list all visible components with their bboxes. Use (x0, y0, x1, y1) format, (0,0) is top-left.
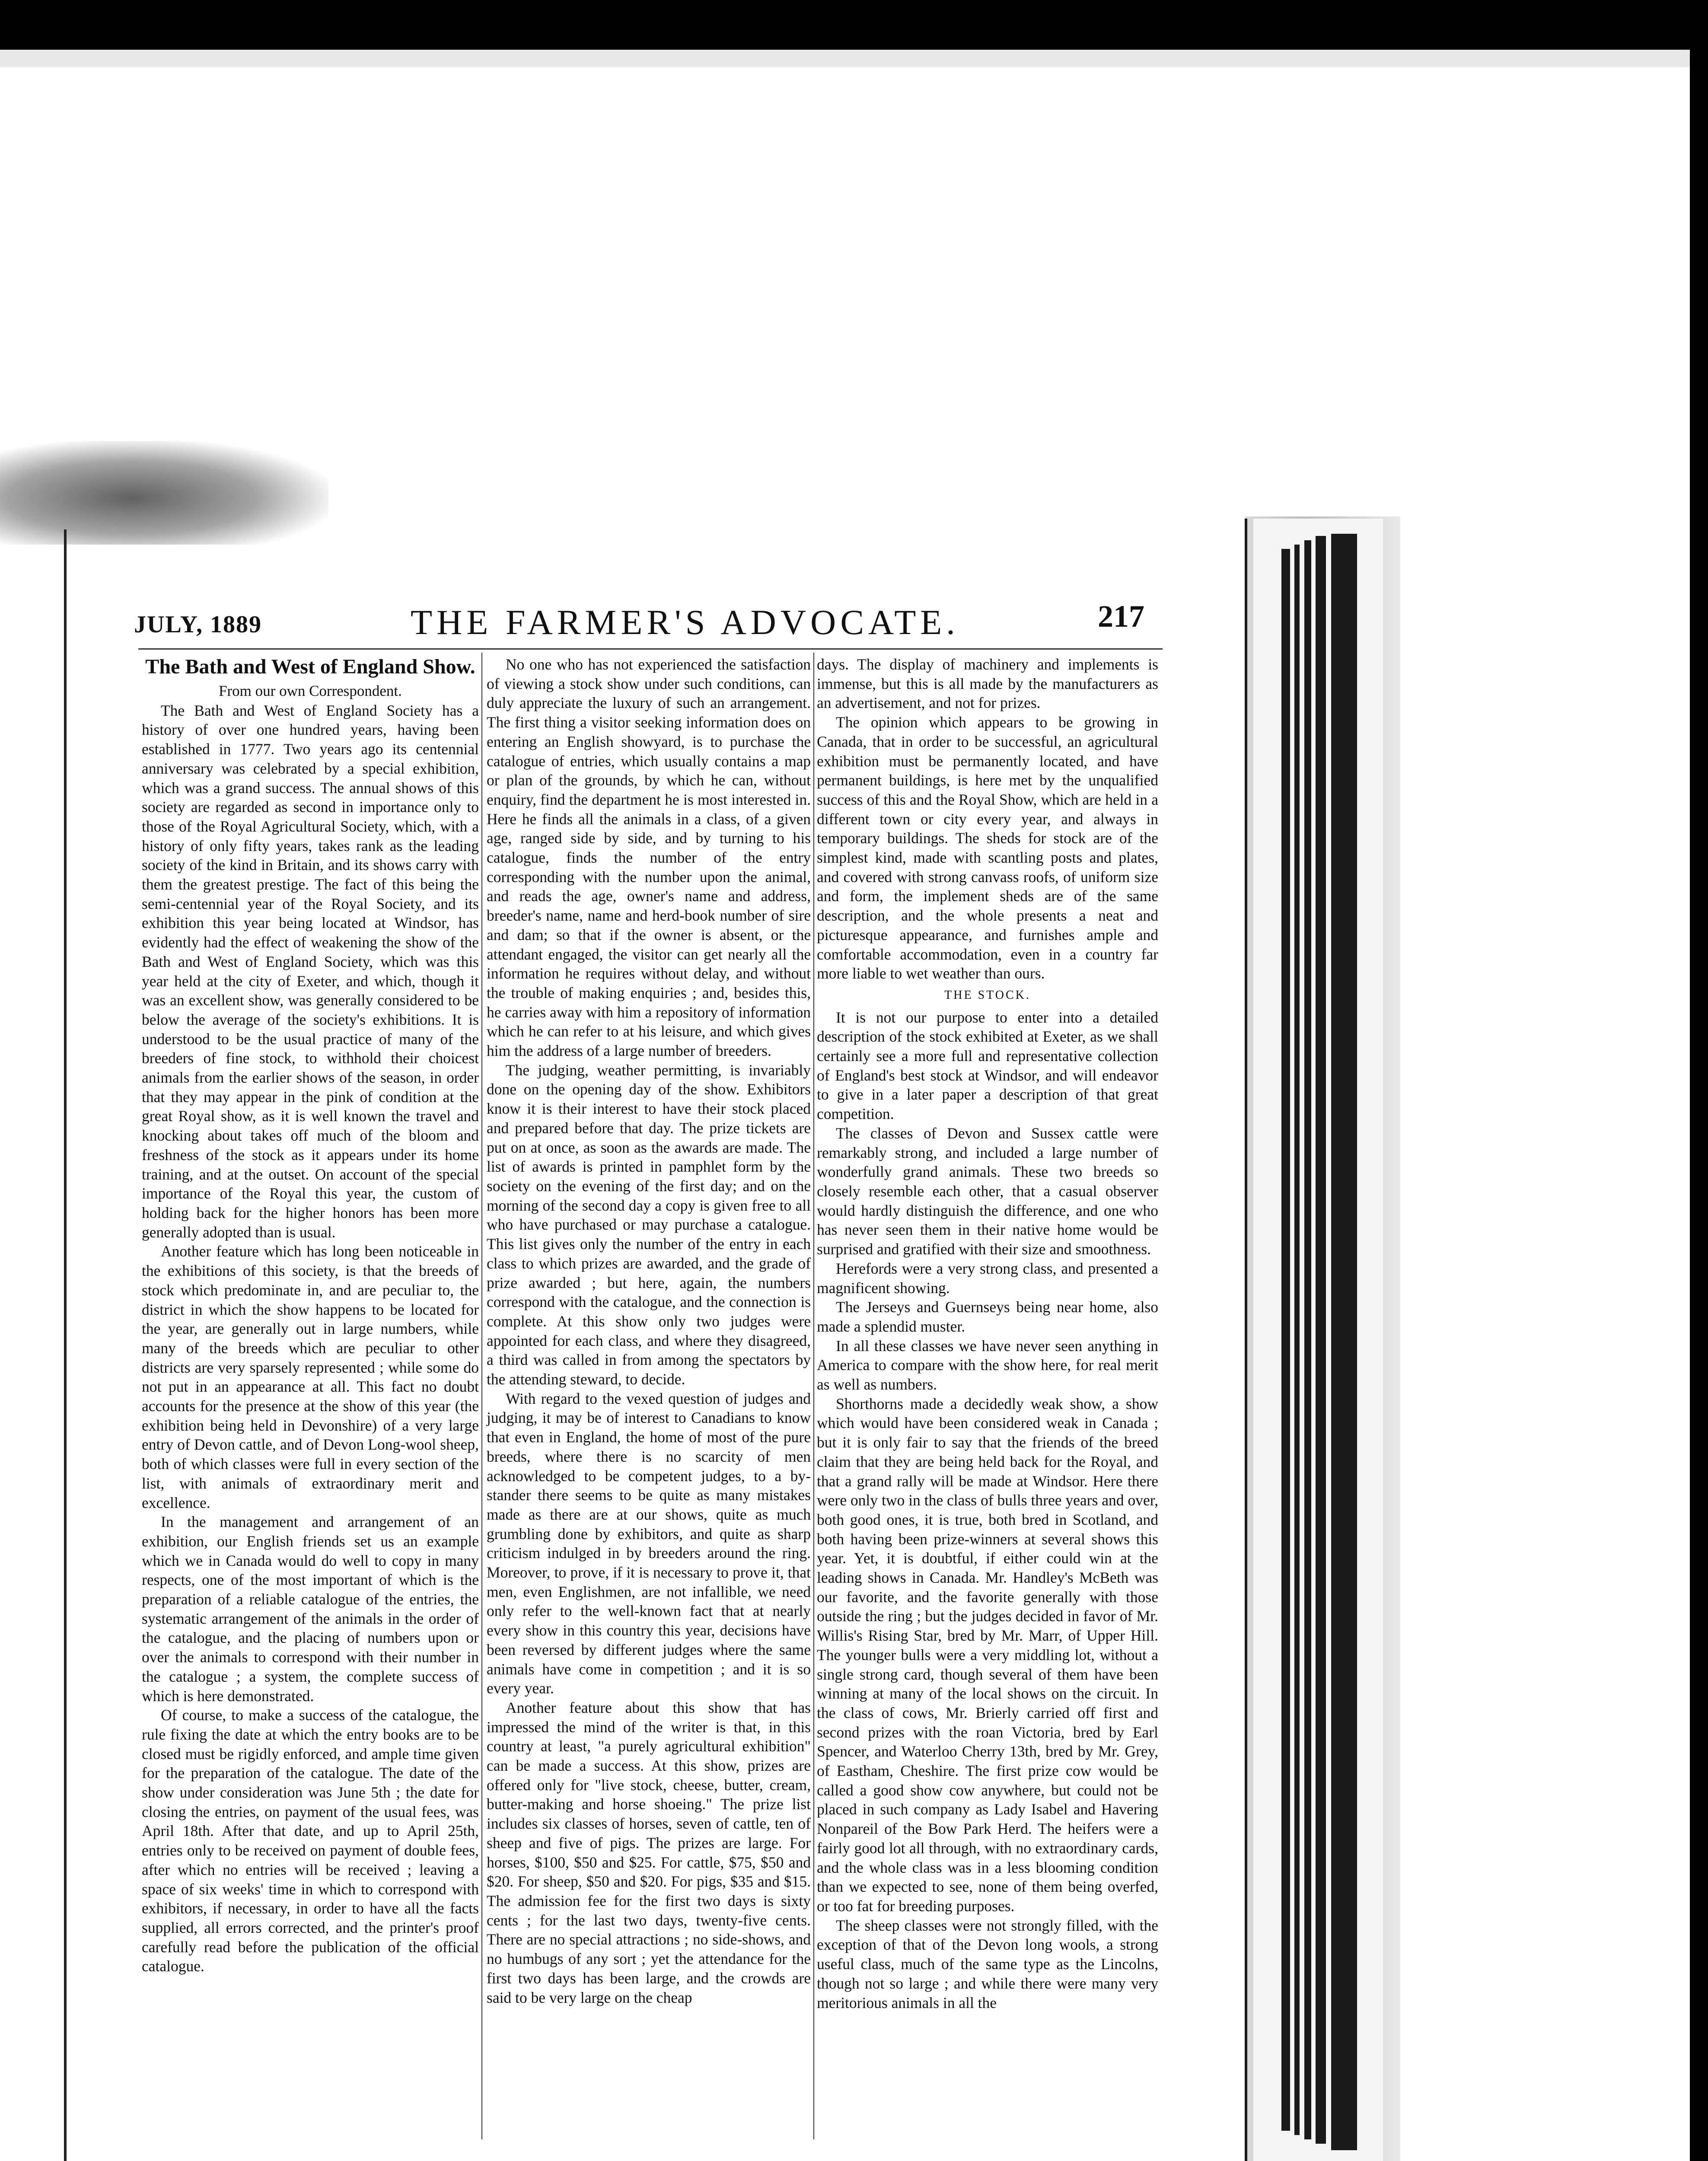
binding-edge-2 (1294, 545, 1300, 2135)
paragraph: The classes of Devon and Sussex cattle were remarkably strong, and included a large number of wonderfully grand animals. These two breeds so closely resemble each other, that a casual observer would hardly distinguish the difference, and one who has never seen them in their native home would be surprised and gratified with their size and smoothness. (817, 1124, 1158, 1258)
binding-edge-4 (1316, 536, 1326, 2144)
paragraph: The opinion which appears to be growing in Canada, that in order to be successful, an agricultural exhibition must be permanently located, and have permanent buildings, is here met by the unqualified success of this and the Royal Show, which are held in a different town or city every year, and always in temporary buildings. The sheds for stock are of the simplest kind, made with scantling posts and plates, and covered with strong canvass roofs, of uniform size and form, the implement sheds are of the same description, and the whole presents a neat and picturesque appearance, and furnishes ample and comfortable accommodation, even in a country far more liable to wet weather than ours. (817, 714, 1158, 982)
header-rule (138, 648, 1163, 650)
scanner-frame-right (1690, 0, 1708, 2161)
paragraph: Another feature about this show that has impressed the mind of the writer is that, in this country at least, "a purely agricultural exhibition" can be made a success. At this show, prizes are offered only for "live stock, cheese, butter, cream, butter-making and horse shoeing." The prize list includes six classes of horses, seven of cattle, ten of sheep and five of pigs. The prizes are large. For horses, $100, $50 and $25. For cattle, $75, $50 and $20. For sheep, $50 and $20. For pigs, $35 and $15. The admission fee for the first two days is sixty cents ; for the last two days, twenty-five cents. There are no special attractions ; no side-shows, and no humbugs of any sort ; yet the attendance for the first two days has been large, and the crowds are said to be very large on the cheap (487, 1699, 811, 2006)
article-title: The Bath and West of England Show. (145, 655, 475, 678)
paragraph: In all these classes we have never seen anything in America to compare with the show here, for real merit as well as numbers. (817, 1337, 1158, 1393)
binding-edge-3 (1304, 540, 1311, 2139)
page-number: 217 (1098, 599, 1144, 634)
paragraph: It is not our purpose to enter into a detailed description of the stock exhibited at Exeter, as we shall certainly see a more full and representative collection of England's best stock at Windsor, and will endeavor to give in a later paper a description of that great competition. (817, 1008, 1158, 1123)
paragraph: The judging, weather permitting, is invariably done on the opening day of the show. Exhibitors know it is their interest to have their stock placed and prepared before that day. The prize tickets are put on at once, as soon as the awards are made. The list of awards is printed in pamphlet form by the society on the evening of the first day; and on the morning of the second day a copy is given free to all who have purchased or may purchase a catalogue. This list gives only the number of the entry in each class to which prizes are awarded, and the grade of prize awarded ; but here, again, the numbers correspond with the catalogue, and the connection is complete. At this show only two judges were appointed for each class, and where they disagreed, a third was called in from among the spectators by the attending steward, to decide. (487, 1061, 811, 1388)
masthead-title: THE FARMER'S ADVOCATE. (411, 602, 959, 642)
scanner-strip-top (0, 50, 1708, 67)
paragraph: Of course, to make a success of the catalogue, the rule fixing the date at which the entry books are to be closed must be rigidly enforced, and ample time given for the preparation of the catalogue. The date of the show under consideration was June 5th ; the date for closing the entries, on payment of the usual fees, was April 18th. After that date, and up to April 25th, entries only to be received on payment of double fees, after which no entries will be received ; leaving a space of six weeks' time in which to correspond with exhibitors, if necessary, in order to have all the facts supplied, all errors corrected, and the printer's proof carefully read before the publication of the official catalogue. (142, 1706, 479, 1975)
page-smudge (0, 441, 328, 545)
page-border-left (64, 529, 67, 2161)
paragraph: Herefords were a very strong class, and presented a magnificent showing. (817, 1259, 1158, 1297)
paragraph: days. The display of machinery and implements is immense, but this is all made by the manufacturers as an advertisement, and not for prizes. (817, 656, 1158, 712)
section-heading: THE STOCK. (944, 988, 1031, 1002)
paragraph: No one who has not experienced the satisfaction of viewing a stock show under such conditions, can duly appreciate the luxury of such an arrangement. The first thing a visitor seeking information does on entering an English showyard, is to purchase the catalogue of entries, which usually contains a map or plan of the grounds, by which he can, without enquiry, find the department he is most interested in. Here he finds all the animals in a class, of a given age, ranged side by side, and by turning to his catalogue, finds the number of the entry corresponding with the number upon the animal, and reads the age, owner's name and address, breeder's name, name and herd-book number of sire and dam; so that if the owner is absent, or the attendant engaged, the visitor can get nearly all the information he requires without delay, and without the trouble of making enquiries ; and, besides this, he carries away with him a repository of information which he can refer to at his leisure, and which gives him the address of a large number of breeders. (487, 656, 811, 1060)
scanner-frame-top (0, 0, 1708, 50)
issue-date: JULY, 1889 (134, 611, 262, 638)
article-byline: From our own Correspondent. (219, 682, 402, 699)
page-header (78, 594, 1144, 646)
paragraph: With regard to the vexed question of judges and judging, it may be of interest to Canadians to know that even in England, the home of most of the pure breeds, where there is no scarcity of men acknowledged to be competent judges, to a by-stander there seems to be quite as many mistakes made as there are at our shows, quite as much grumbling done by exhibitors, and quite as sharp criticism indulged in by breeders around the ring. Moreover, to prove, if it is necessary to prove it, that men, even Englishmen, are not infallible, we need only refer to the well-known fact that at nearly every show in this country this year, decisions have been reversed by different judges where the same animals have come in competition ; and it is so every year. (487, 1390, 811, 1697)
paragraph: The Jerseys and Guernseys being near home, also made a splendid muster. (817, 1298, 1158, 1335)
column-3 (817, 655, 1158, 2012)
column-rule-2 (813, 653, 814, 2139)
page-edge-right (1245, 519, 1247, 2161)
binding-edge-5 (1331, 534, 1357, 2150)
paragraph: Shorthorns made a decidedly weak show, a show which would have been considered weak in Canada ; but it is only fair to say that the friends of the breed claim that they are being held back for the Royal, and that a grand rally will be made at Windsor. Here there were only two in the class of bulls three years and over, both good ones, it is true, both bred in Scotland, and both having been prize-winners at several shows this year. Yet, it is doubtful, if either could win at the leading shows in Canada. Mr. Handley's McBeth was our favorite, and the favorite generally with those outside the ring ; but the judges decided in favor of Mr. Willis's Rising Star, bred by Mr. Marr, of Upper Hill. The younger bulls were a very middling lot, without a single strong card, though several of them have been winning at many of the local shows on the circuit. In the class of cows, Mr. Brierly carried off first and second prizes with the roan Victoria, bred by Earl Spencer, and Waterloo Cherry 13th, bred by Mr. Grey, of Eastham, Cheshire. The first prize cow would be called a good show cow anywhere, but could not be placed in such company as Lady Isabel and Havering Nonpareil of the Bow Park Herd. The heifers were a fairly good lot all through, with no extraordinary cards, and the whole class was in a less blooming condition than we expected to see, none of them being overfed, or too fat for breeding purposes. (817, 1395, 1158, 1915)
column-2 (487, 655, 811, 2007)
paragraph: The Bath and West of England Society has a history of over one hundred years, having been established in 1777. Two years ago its centennial anniversary was celebrated by a special exhibition, which was a grand success. The annual shows of this society are regarded as second in importance only to those of the Royal Agricultural Society, which, with a history of only fifty years, takes rank as the leading society of the kind in Britain, and its shows carry with them the greatest prestige. The fact of this being the semi-centennial year of the Royal Society, and its exhibition this year being located at Windsor, has evidently had the effect of weakening the show of the Bath and West of England Society, which was this year held at the city of Exeter, and which, though it was an excellent show, was generally considered to be below the average of the society's exhibitions. It is understood to be the usual practice of many of the breeders of fine stock, to withhold their choicest animals from the earlier shows of the season, in order that they may appear in the pink of condition at the great Royal show, as it is well known the travel and knocking about takes off much of the bloom and freshness of the stock as it appears under its home training, and at the outset. On account of the special importance of the Royal this year, the custom of holding back for the higher honors has been more generally adopted than is usual. (142, 701, 479, 1241)
column-rule-1 (481, 653, 482, 2139)
binding-edge-1 (1281, 549, 1290, 2131)
column-1 (142, 655, 479, 1976)
paragraph: In the management and arrangement of an exhibition, our English friends set us an example which we in Canada would do well to copy in many respects, one of the most important of which is the preparation of a reliable catalogue of the entries, the systematic arrangement of the animals in the order of the catalogue, and the placing of numbers upon or over the animals to correspond with their number in the catalogue ; a system, the complete success of which is here demonstrated. (142, 1513, 479, 1705)
paragraph: Another feature which has long been noticeable in the exhibitions of this society, is that the breeds of stock which predominate in, and are peculiar to, the district in which the show happens to be located for the year, are generally out in large numbers, while many of the breeds which are peculiar to other districts are very sparsely represented ; while some do not put in an appearance at all. This fact no doubt accounts for the presence at the show of this year (the exhibition being held in Devonshire) of a very large entry of Devon cattle, and of Devon Long-wool sheep, both of which classes were full in every section of the list, with animals of extraordinary merit and excellence. (142, 1243, 479, 1511)
paragraph: The sheep classes were not strongly filled, with the exception of that of the Devon long wools, a strong useful class, much of the same type as the Lincolns, though not so large ; and while there were many very meritorious animals in all the (817, 1916, 1158, 2011)
